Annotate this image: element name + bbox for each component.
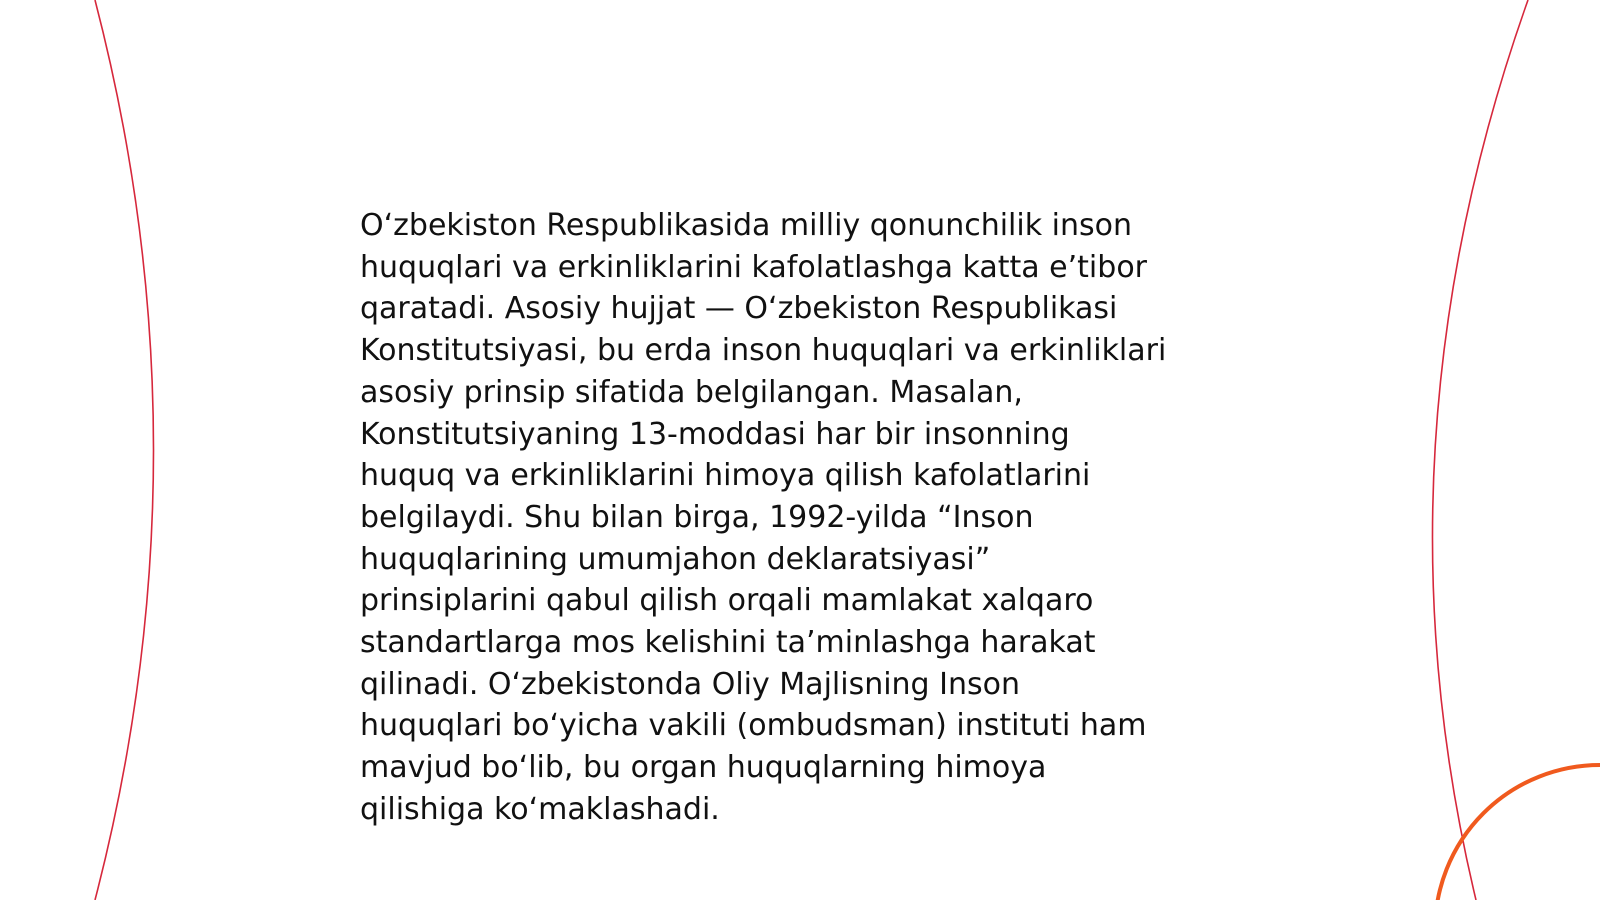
- accent-circle: [1435, 765, 1600, 900]
- left-arc-line: [95, 0, 154, 900]
- right-arc-line: [1432, 0, 1528, 900]
- body-paragraph: O‘zbekiston Respublikasida milliy qonunchilik inson huquqlari va erkinliklarini kafolatlashga katta e’tibor qaratadi. Asosiy hujjat — O‘zbekiston Respublikasi Konstitutsiyasi, bu erda inson huquqlari va erkinliklari asosiy prinsip sifatida belgilangan. Masalan, Konstitutsiyaning 13-moddasi har bir insonning huquq va erkinliklarini himoya qilish kafolatlarini belgilaydi. Shu bilan birga, 1992-yilda “Inson huquqlarining umumjahon deklaratsiyasi” prinsiplarini qabul qilish orqali mamlakat xalqaro standartlarga mos kelishini ta’minlashga harakat qilinadi. O‘zbekistonda Oliy Majlisning Inson huquqlari bo‘yicha vakili (ombudsman) instituti ham mavjud bo‘lib, bu organ huquqlarning himoya qilishiga ko‘maklashadi.: [360, 208, 1167, 827]
